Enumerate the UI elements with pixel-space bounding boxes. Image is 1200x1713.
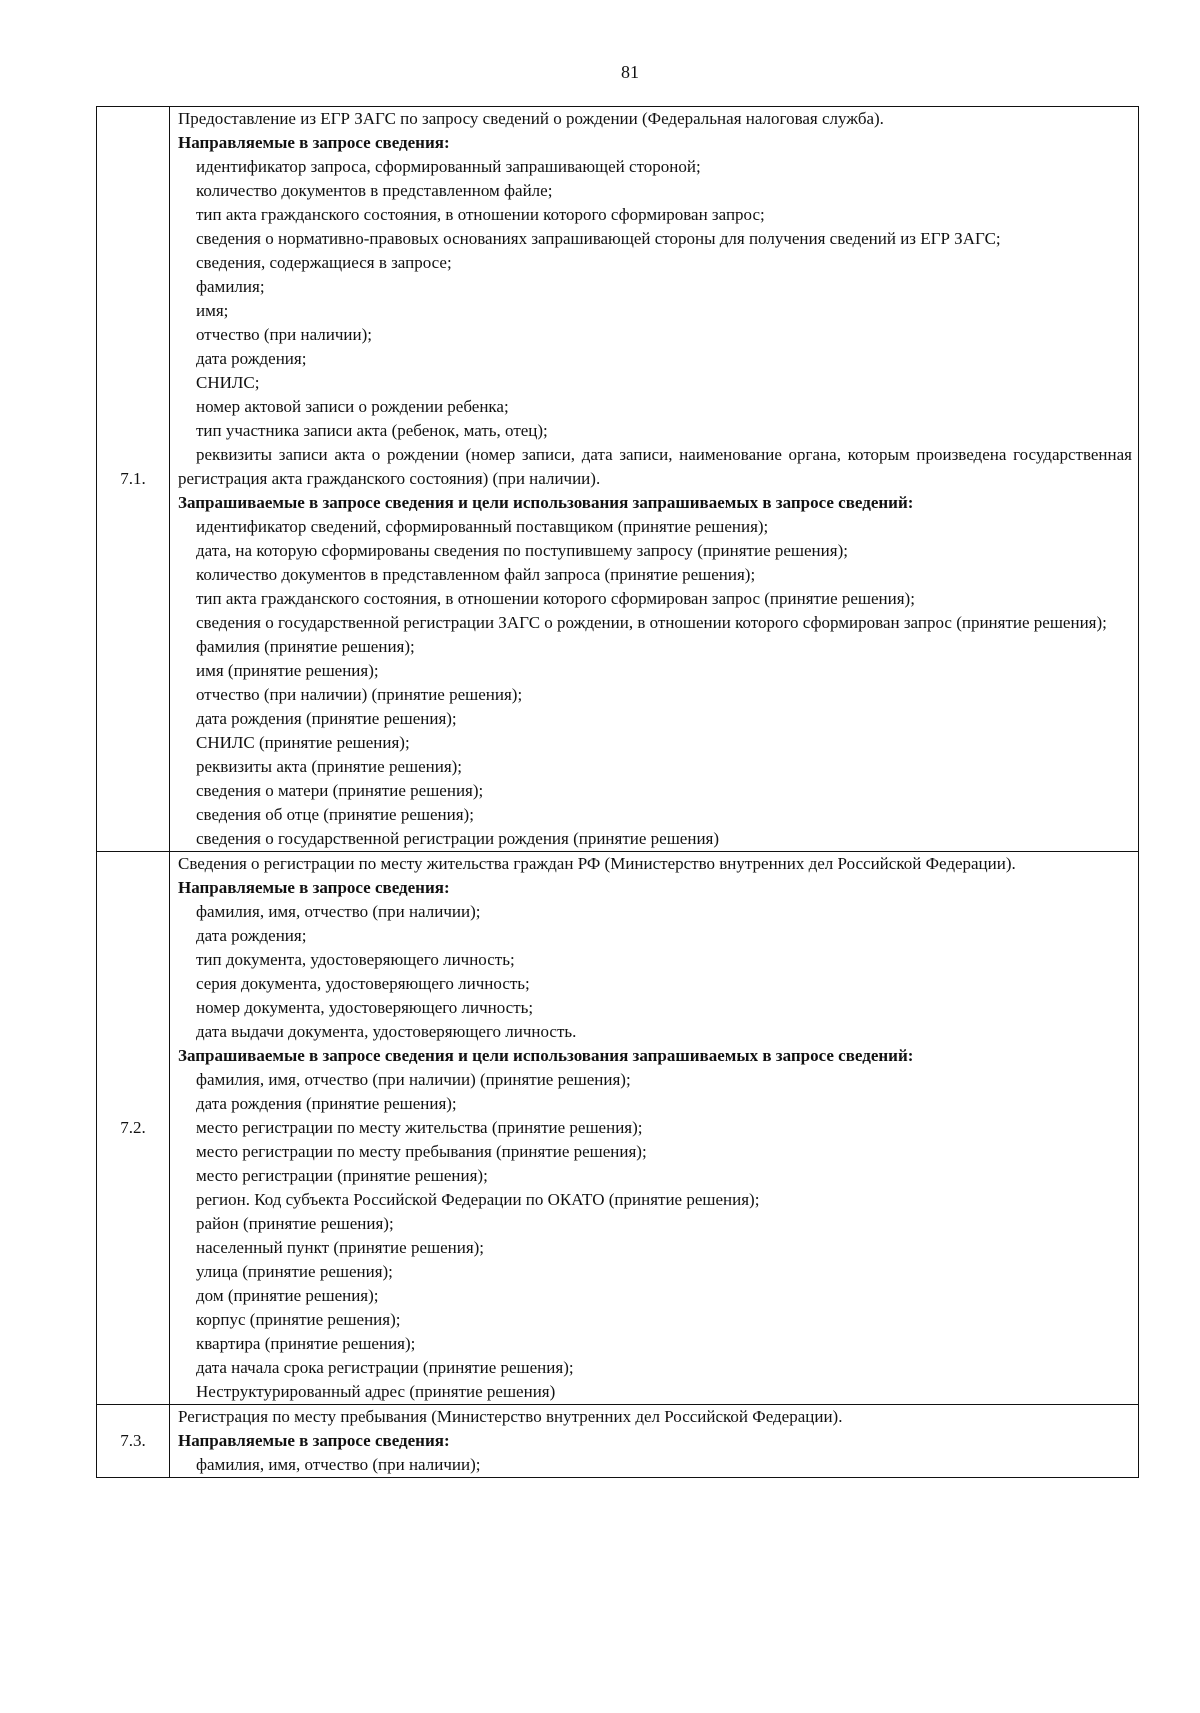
section-heading: Направляемые в запросе сведения: [178,1431,450,1450]
content-line: дата рождения; [196,926,307,945]
content-line: идентификатор запроса, сформированный запрашивающей стороной; [196,157,701,176]
section-heading: Запрашиваемые в запросе сведения и цели использования запрашиваемых в запросе сведений: [178,493,914,512]
content-line: фамилия, имя, отчество (при наличии); [196,1455,481,1474]
row-number-cell [97,852,170,1405]
row-content [178,1405,1132,1477]
content-line: район (принятие решения); [196,1214,394,1233]
row-content-cell [170,1405,1139,1478]
row-number: 7.2. [120,1118,146,1137]
content-line: фамилия (принятие решения); [196,637,415,656]
content-line: сведения о государственной регистрации ЗАГС о рождении, в отношении которого сформирован запрос (принятие решения); [196,613,1107,632]
content-line: имя (принятие решения); [196,661,379,680]
content-line: Сведения о регистрации по месту жительства граждан РФ (Министерство внутренних дел Российской Федерации). [178,854,1016,873]
table-row [97,852,1139,1405]
content-line: дата выдачи документа, удостоверяющего личность. [196,1022,577,1041]
content-line: место регистрации (принятие решения); [196,1166,488,1185]
content-line: дата рождения (принятие решения); [196,1094,457,1113]
content-line: реквизиты записи акта о рождении (номер записи, дата записи, наименование органа, которым произведена государственная регистрация акта гражданского состояния) (при наличии). [178,445,1132,488]
content-line: реквизиты акта (принятие решения); [196,757,463,776]
content-line: фамилия; [196,277,265,296]
content-line: квартира (принятие решения); [196,1334,416,1353]
content-line: номер документа, удостоверяющего личность; [196,998,534,1017]
content-line: Неструктурированный адрес (принятие решения) [196,1382,556,1401]
content-line: сведения, содержащиеся в запросе; [196,253,452,272]
content-line: номер актовой записи о рождении ребенка; [196,397,509,416]
row-number-cell [97,107,170,852]
content-line: фамилия, имя, отчество (при наличии) (принятие решения); [196,1070,631,1089]
table-row [97,1405,1139,1478]
content-line: тип акта гражданского состояния, в отношении которого сформирован запрос (принятие решения); [196,589,915,608]
requirements-table [96,106,1139,1478]
section-heading: Направляемые в запросе сведения: [178,133,450,152]
content-line: фамилия, имя, отчество (при наличии); [196,902,481,921]
content-line: дата рождения; [196,349,307,368]
content-line: сведения о нормативно-правовых основаниях запрашивающей стороны для получения сведений из ЕГР ЗАГС; [196,229,1001,248]
content-line: сведения о государственной регистрации рождения (принятие решения) [196,829,720,848]
content-line: улица (принятие решения); [196,1262,393,1281]
content-line: регион. Код субъекта Российской Федерации по ОКАТО (принятие решения); [196,1190,760,1209]
content-line: Предоставление из ЕГР ЗАГС по запросу сведений о рождении (Федеральная налоговая служба). [178,109,884,128]
row-number: 7.1. [120,469,146,488]
content-line: дом (принятие решения); [196,1286,379,1305]
content-line: тип документа, удостоверяющего личность; [196,950,515,969]
table-row [97,107,1139,852]
content-line: сведения о матери (принятие решения); [196,781,484,800]
page-number: 81 [621,62,639,82]
content-line: тип акта гражданского состояния, в отношении которого сформирован запрос; [196,205,765,224]
content-line: имя; [196,301,229,320]
content-line: Регистрация по месту пребывания (Министерство внутренних дел Российской Федерации). [178,1407,843,1426]
content-line: количество документов в представленном файле; [196,181,553,200]
content-line: отчество (при наличии); [196,325,372,344]
content-line: отчество (при наличии) (принятие решения); [196,685,523,704]
row-number-cell [97,1405,170,1478]
content-line: идентификатор сведений, сформированный поставщиком (принятие решения); [196,517,769,536]
section-heading: Запрашиваемые в запросе сведения и цели использования запрашиваемых в запросе сведений: [178,1046,914,1065]
content-line: СНИЛС; [196,373,260,392]
content-line: населенный пункт (принятие решения); [196,1238,485,1257]
content-line: место регистрации по месту пребывания (принятие решения); [196,1142,647,1161]
content-line: дата, на которую сформированы сведения по поступившему запросу (принятие решения); [196,541,848,560]
row-number: 7.3. [120,1431,146,1450]
row-content-cell [170,852,1139,1405]
row-content-cell [170,107,1139,852]
row-content [178,852,1132,1404]
content-line: место регистрации по месту жительства (принятие решения); [196,1118,643,1137]
row-content [178,107,1132,851]
content-line: тип участника записи акта (ребенок, мать, отец); [196,421,548,440]
content-line: сведения об отце (принятие решения); [196,805,474,824]
content-line: серия документа, удостоверяющего личность; [196,974,530,993]
content-line: дата начала срока регистрации (принятие решения); [196,1358,574,1377]
content-line: СНИЛС (принятие решения); [196,733,410,752]
content-line: количество документов в представленном файл запроса (принятие решения); [196,565,756,584]
content-line: дата рождения (принятие решения); [196,709,457,728]
section-heading: Направляемые в запросе сведения: [178,878,450,897]
content-line: корпус (принятие решения); [196,1310,401,1329]
